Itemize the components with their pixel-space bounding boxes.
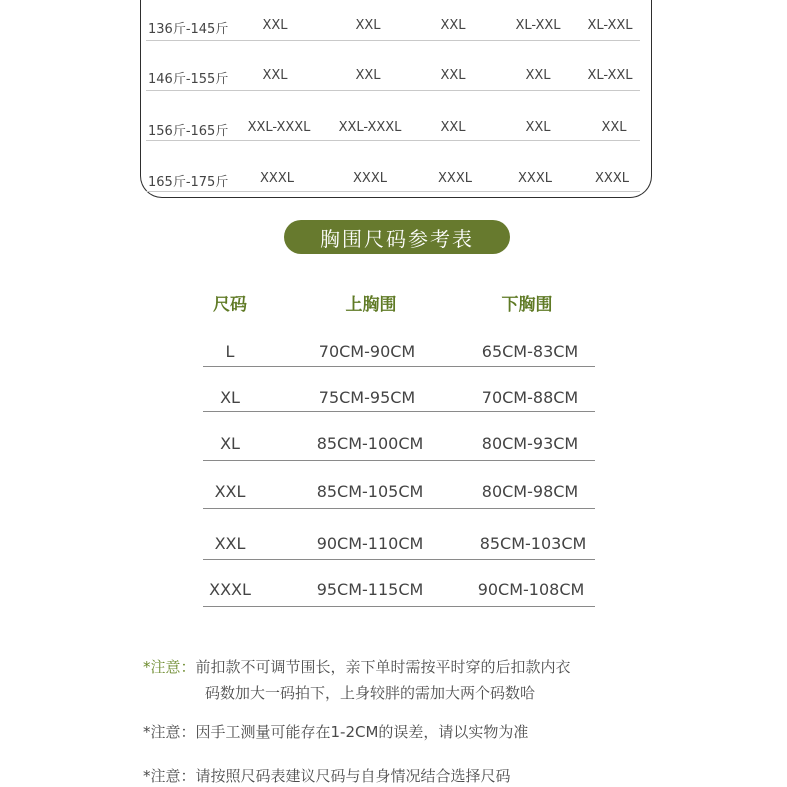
row-divider — [146, 90, 640, 91]
row-divider — [203, 366, 595, 367]
size-cell: XXL — [440, 68, 466, 83]
note-text: 因手工测量可能存在1-2CM的误差，请以实物为准 — [195, 723, 529, 741]
size-cell: XXXL — [260, 171, 294, 186]
weight-range: 156斤-165斤 — [148, 124, 229, 139]
size-cell: XL-XXL — [515, 18, 561, 33]
size-cell: L — [225, 342, 235, 361]
size-cell: XL-XXL — [587, 18, 633, 33]
size-cell: XL — [220, 434, 240, 453]
size-cell: XXXL — [518, 171, 552, 186]
size-cell: XXL — [262, 18, 288, 33]
size-cell: XXL — [214, 534, 246, 553]
chest-chart-title: 胸围尺码参考表 — [284, 220, 510, 254]
size-cell: XXL — [355, 18, 381, 33]
size-cell: XXXL — [438, 171, 472, 186]
note-mark: *注意： — [143, 723, 196, 741]
lower-chest-cell: 70CM-88CM — [481, 388, 579, 407]
lower-chest-cell: 80CM-93CM — [481, 434, 579, 453]
size-cell: XXL — [214, 482, 246, 501]
size-cell: XXL-XXXL — [338, 120, 402, 135]
size-cell: XXL-XXXL — [247, 120, 311, 135]
upper-chest-cell: 85CM-105CM — [316, 482, 424, 501]
upper-chest-cell: 70CM-90CM — [318, 342, 416, 361]
lower-chest-cell: 85CM-103CM — [479, 534, 587, 553]
header-upper-chest: 上胸围 — [345, 295, 397, 315]
weight-row — [0, 120, 627, 150]
row-divider — [146, 191, 640, 192]
size-cell: XL — [220, 388, 240, 407]
weight-row — [0, 68, 633, 98]
note-text-line2: 码数加大一码拍下，上身较胖的需加大两个码数哈 — [205, 684, 536, 702]
row-divider — [203, 606, 595, 607]
row-divider — [203, 508, 595, 509]
upper-chest-cell: 90CM-110CM — [316, 534, 424, 553]
size-cell: XL-XXL — [587, 68, 633, 83]
note-selection — [143, 765, 511, 786]
note-text: 请按照尺码表建议尺码与自身情况结合选择尺码 — [195, 767, 511, 785]
weight-range: 146斤-155斤 — [148, 72, 229, 87]
size-cell: XXXL — [353, 171, 387, 186]
weight-range: 136斤-145斤 — [148, 22, 229, 37]
weight-row — [0, 171, 629, 201]
row-divider — [203, 460, 595, 461]
lower-chest-cell: 80CM-98CM — [481, 482, 579, 501]
size-cell: XXL — [440, 18, 466, 33]
row-divider — [146, 140, 640, 141]
note-mark: *注意： — [143, 767, 196, 785]
row-divider — [203, 559, 595, 560]
header-size: 尺码 — [213, 295, 247, 315]
row-divider — [146, 40, 640, 41]
row-divider — [203, 411, 595, 412]
note-measurement — [143, 721, 528, 742]
size-cell: XXL — [355, 68, 381, 83]
size-cell: XXL — [601, 120, 627, 135]
lower-chest-cell: 90CM-108CM — [477, 580, 585, 599]
header-lower-chest: 下胸围 — [501, 295, 553, 315]
size-cell: XXXL — [595, 171, 629, 186]
size-cell: XXL — [525, 120, 551, 135]
size-cell: XXL — [440, 120, 466, 135]
weight-range: 165斤-175斤 — [148, 175, 229, 190]
note-text: 前扣款不可调节围长，亲下单时需按平时穿的后扣款内衣 — [195, 658, 571, 676]
weight-row — [0, 18, 633, 48]
size-cell: XXL — [525, 68, 551, 83]
note-adjustment — [143, 656, 571, 703]
upper-chest-cell: 75CM-95CM — [318, 388, 416, 407]
lower-chest-cell: 65CM-83CM — [481, 342, 579, 361]
size-cell: XXXL — [209, 580, 251, 599]
upper-chest-cell: 95CM-115CM — [316, 580, 424, 599]
upper-chest-cell: 85CM-100CM — [316, 434, 424, 453]
note-mark: *注意： — [143, 658, 196, 676]
size-cell: XXL — [262, 68, 288, 83]
